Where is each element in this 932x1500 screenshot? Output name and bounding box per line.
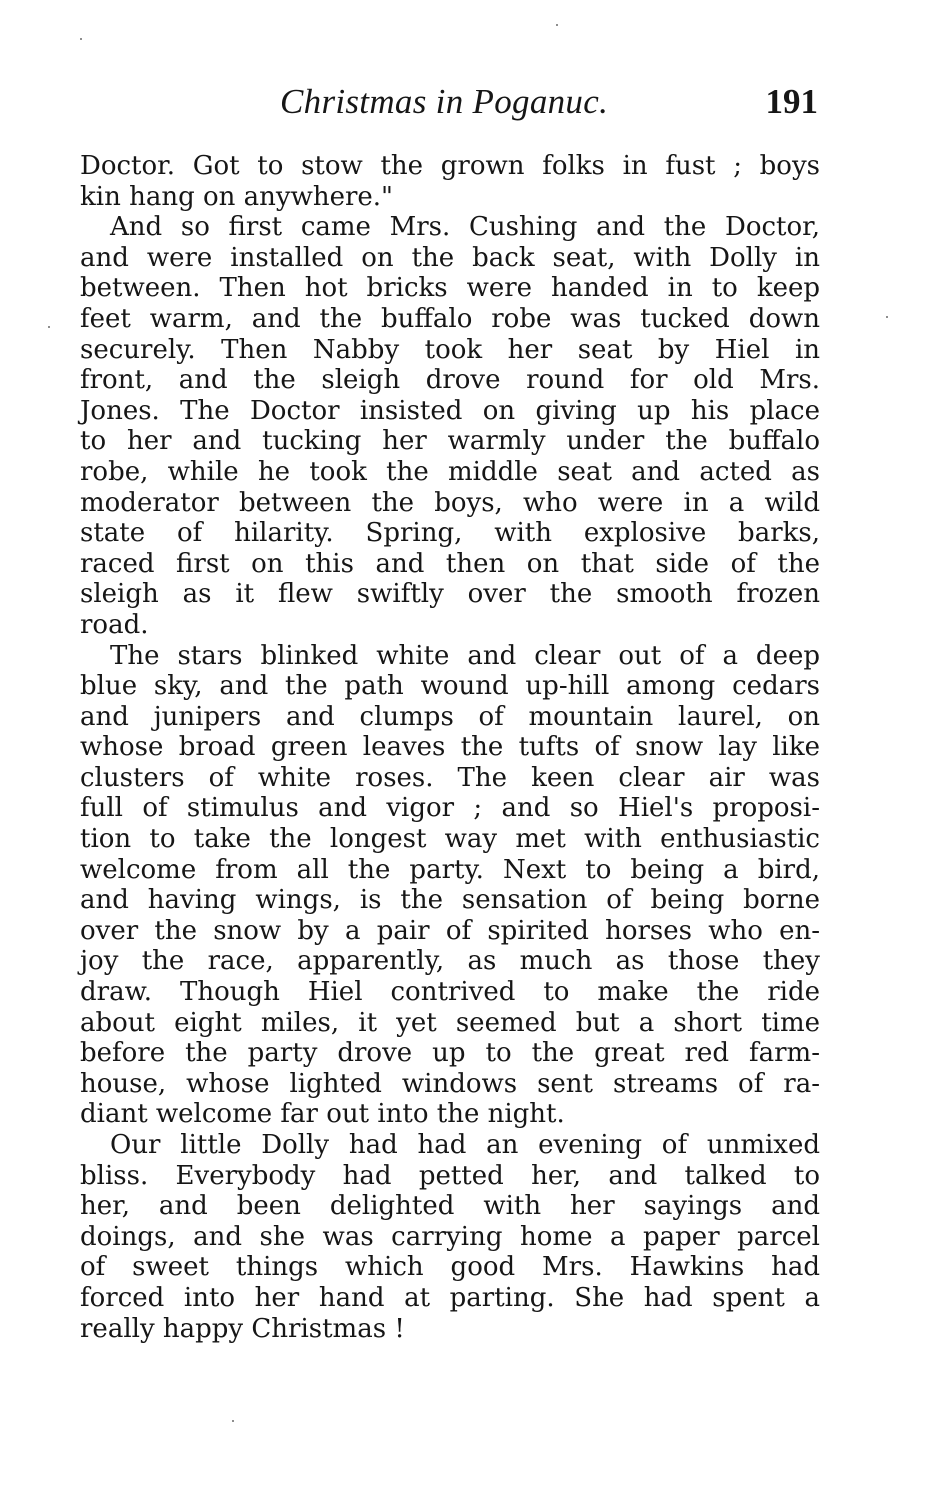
text-line: draw. Though Hiel contrived to make the ride — [80, 977, 820, 1008]
text-line: doings, and she was carrying home a paper parcel — [80, 1221, 820, 1252]
text-line: Our little Dolly had had an evening of unmixed — [110, 1130, 820, 1160]
text-line: full of stimulus and vigor ; and so Hiel's proposi- — [80, 793, 820, 824]
paper-speck — [232, 1420, 234, 1422]
text-line: securely. Then Nabby took her seat by Hiel in — [80, 334, 820, 365]
text-line: forced into her hand at parting. She had spent a — [80, 1282, 820, 1313]
text-line: clusters of white roses. The keen clear air was — [80, 762, 820, 793]
text-line: The stars blinked white and clear out of a deep — [110, 640, 820, 671]
text-line: feet warm, and the buffalo robe was tucked down — [80, 303, 820, 334]
paper-speck — [556, 24, 558, 26]
text-line: state of hilarity. Spring, with explosive barks, — [80, 518, 820, 549]
text-line: of sweet things which good Mrs. Hawkins had — [80, 1252, 820, 1283]
paragraph — [80, 212, 820, 640]
text-line: really happy Christmas ! — [80, 1313, 405, 1344]
text-line: moderator between the boys, who were in a wild — [80, 487, 820, 518]
text-line: Jones. The Doctor insisted on giving up his place — [80, 395, 820, 426]
text-line: bliss. Everybody had petted her, and talked to — [80, 1160, 820, 1191]
text-line: before the party drove up to the great red farm- — [80, 1038, 820, 1069]
text-line: And so first came Mrs. Cushing and the Doctor, — [110, 212, 820, 243]
text-line: welcome from all the party. Next to being a bird, — [80, 854, 820, 885]
text-line: blue sky, and the path wound up-hill among cedars — [80, 671, 820, 702]
text-line: kin hang on anywhere." — [80, 181, 394, 212]
text-line: and junipers and clumps of mountain laurel, on — [80, 701, 820, 732]
text-line: and having wings, is the sensation of being borne — [80, 885, 820, 916]
running-head — [80, 76, 820, 128]
text-line: her, and been delighted with her sayings and — [80, 1191, 820, 1222]
text-line: Doctor. Got to stow the grown folks in fust ; boys — [80, 151, 820, 181]
text-line: front, and the sleigh drove round for old Mrs. — [80, 365, 820, 396]
text-line: between. Then hot bricks were handed in to keep — [80, 273, 820, 304]
text-line: robe, while he took the middle seat and acted as — [80, 456, 820, 487]
paper-speck — [48, 326, 50, 328]
text-line: diant welcome far out into the night. — [80, 1099, 565, 1130]
text-line: tion to take the longest way met with enthusiastic — [80, 824, 820, 855]
text-line: and were installed on the back seat, with Dolly in — [80, 242, 820, 273]
text-line: about eight miles, it yet seemed but a short time — [80, 1007, 820, 1038]
text-line: house, whose lighted windows sent streams of ra- — [80, 1068, 820, 1099]
paper-speck — [886, 316, 888, 318]
running-title: Christmas in Poganuc. — [280, 82, 609, 121]
paragraph — [80, 641, 820, 1131]
text-line: raced first on this and then on that side of the — [80, 548, 820, 579]
paper-speck — [80, 38, 82, 40]
paragraph — [80, 1130, 820, 1344]
text-line: road. — [80, 609, 149, 640]
body-text — [80, 151, 820, 1344]
text-line: whose broad green leaves the tufts of snow lay like — [80, 732, 820, 763]
text-line: sleigh as it flew swiftly over the smooth frozen — [80, 579, 820, 610]
paragraph — [80, 151, 820, 212]
text-line: to her and tucking her warmly under the buffalo — [80, 426, 820, 457]
page-number: 191 — [765, 82, 818, 121]
text-line: over the snow by a pair of spirited horses who en- — [80, 915, 820, 946]
text-line: joy the race, apparently, as much as those they — [80, 946, 820, 977]
